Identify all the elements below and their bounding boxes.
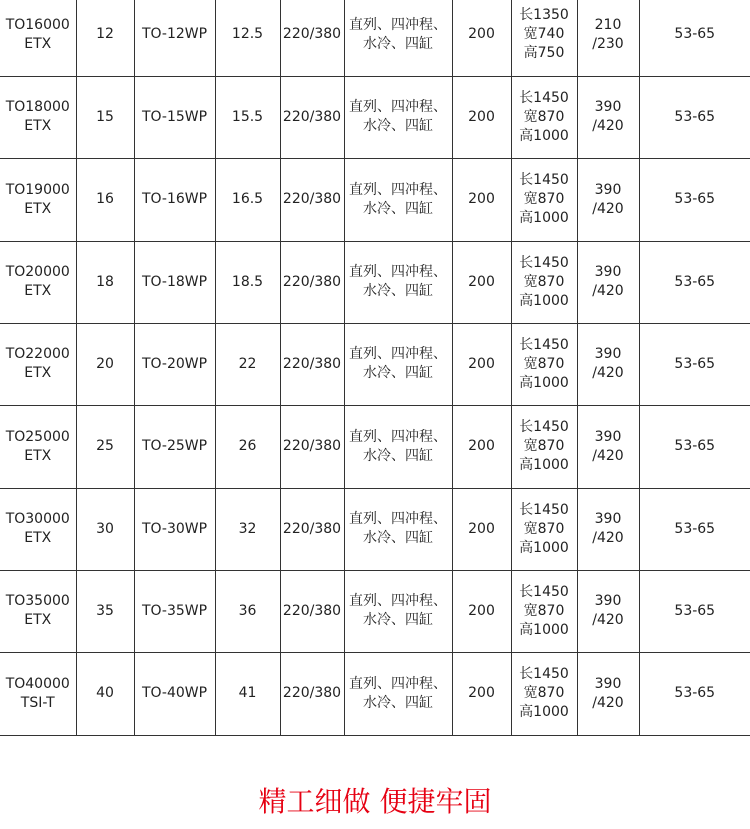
tank-cell: 200: [452, 652, 511, 735]
weight-cell: [577, 570, 639, 652]
dimensions-cell-line: 长1450: [519, 501, 569, 518]
tank-cell: 200: [452, 570, 511, 652]
voltage-cell: 220/380: [280, 241, 344, 323]
unit-model-cell: TO-40WP: [134, 652, 215, 735]
engine-cell-line: 水冷、四缸: [363, 283, 433, 299]
model-cell-line: TO25000: [5, 428, 70, 445]
model-cell-line: ETX: [24, 118, 52, 134]
engine-cell-line: 水冷、四缸: [363, 694, 433, 711]
engine-cell: [344, 323, 452, 405]
model-cell-line: TO19000: [5, 181, 70, 198]
weight-cell-line: 390: [594, 675, 622, 692]
engine-cell: [344, 76, 452, 158]
noise-cell: 53-65: [639, 652, 750, 735]
voltage-cell: 220/380: [280, 488, 344, 570]
model-cell-line: ETX: [24, 200, 52, 217]
noise-cell: 53-65: [639, 158, 750, 241]
capacity-cell: 26: [215, 405, 280, 488]
voltage-cell: 220/380: [280, 323, 344, 405]
dimensions-cell: [511, 0, 577, 76]
unit-model-cell: TO-18WP: [134, 241, 215, 323]
voltage-cell: 220/380: [280, 405, 344, 488]
unit-model-cell: TO-35WP: [134, 570, 215, 652]
capacity-cell: 41: [215, 652, 280, 735]
weight-cell-line: /420: [592, 447, 624, 464]
model-cell: [0, 488, 76, 570]
weight-cell-line: /420: [592, 694, 624, 711]
table-row: [0, 241, 750, 323]
unit-model-cell: TO-25WP: [134, 405, 215, 488]
dimensions-cell: [511, 570, 577, 652]
model-cell-line: TO16000: [5, 16, 70, 33]
model-cell-line: TSI-T: [20, 694, 55, 711]
weight-cell-line: 390: [594, 346, 622, 362]
weight-cell-line: 210: [594, 16, 622, 33]
model-cell: [0, 158, 76, 241]
engine-cell-line: 直列、四冲程、: [349, 99, 447, 115]
table-row: [0, 158, 750, 241]
engine-cell-line: 直列、四冲程、: [349, 511, 447, 527]
weight-cell: [577, 0, 639, 76]
dimensions-cell-line: 长1450: [519, 583, 569, 600]
weight-cell-line: /420: [592, 365, 624, 381]
model-cell-line: ETX: [24, 612, 52, 628]
tank-cell: 200: [452, 0, 511, 76]
dimensions-cell-line: 宽870: [523, 685, 565, 701]
weight-cell-line: 390: [594, 264, 622, 280]
tank-cell: 200: [452, 488, 511, 570]
model-cell-line: TO22000: [5, 346, 70, 362]
engine-cell-line: 水冷、四缸: [363, 35, 433, 52]
dimensions-cell-line: 宽870: [523, 108, 565, 125]
model-cell-line: ETX: [24, 365, 52, 381]
noise-cell: 53-65: [639, 0, 750, 76]
weight-cell-line: 390: [594, 428, 622, 445]
capacity-cell: 16.5: [215, 158, 280, 241]
power-cell: 12: [76, 0, 134, 76]
dimensions-cell-line: 宽870: [523, 355, 565, 372]
model-cell-line: ETX: [24, 530, 52, 546]
engine-cell: [344, 241, 452, 323]
model-cell-line: TO35000: [5, 593, 70, 609]
dimensions-cell: [511, 241, 577, 323]
dimensions-cell: [511, 405, 577, 488]
capacity-cell: 12.5: [215, 0, 280, 76]
dimensions-cell-line: 高1000: [519, 457, 569, 473]
model-cell: [0, 570, 76, 652]
noise-cell: 53-65: [639, 405, 750, 488]
dimensions-cell-line: 高1000: [519, 210, 569, 226]
dimensions-cell: [511, 488, 577, 570]
voltage-cell: 220/380: [280, 76, 344, 158]
voltage-cell: 220/380: [280, 158, 344, 241]
weight-cell-line: /230: [592, 35, 624, 52]
table-row: [0, 652, 750, 735]
dimensions-cell-line: 宽870: [523, 438, 565, 454]
dimensions-cell: [511, 158, 577, 241]
dimensions-cell-line: 长1450: [519, 89, 569, 106]
tank-cell: 200: [452, 76, 511, 158]
unit-model-cell: TO-30WP: [134, 488, 215, 570]
engine-cell: [344, 0, 452, 76]
engine-cell-line: 水冷、四缸: [363, 612, 433, 628]
noise-cell: 53-65: [639, 488, 750, 570]
dimensions-cell: [511, 323, 577, 405]
slogan: 精工细做 便捷牢固: [258, 785, 492, 818]
engine-cell: [344, 488, 452, 570]
dimensions-cell-line: 宽870: [523, 520, 565, 537]
dimensions-cell-line: 长1450: [519, 254, 569, 271]
model-cell-line: TO40000: [5, 675, 70, 692]
unit-model-cell: TO-20WP: [134, 323, 215, 405]
weight-cell-line: /420: [592, 612, 624, 628]
table-row: [0, 570, 750, 652]
engine-cell-line: 直列、四冲程、: [349, 181, 447, 198]
dimensions-cell-line: 长1450: [519, 666, 569, 682]
dimensions-cell-line: 宽870: [523, 602, 565, 619]
weight-cell-line: 390: [594, 593, 622, 609]
engine-cell-line: 直列、四冲程、: [349, 675, 447, 692]
engine-cell-line: 水冷、四缸: [363, 530, 433, 546]
weight-cell-line: /420: [592, 283, 624, 299]
weight-cell: [577, 488, 639, 570]
weight-cell-line: /420: [592, 200, 624, 217]
capacity-cell: 15.5: [215, 76, 280, 158]
engine-cell-line: 水冷、四缸: [363, 447, 433, 464]
engine-cell-line: 直列、四冲程、: [349, 428, 447, 445]
power-cell: 40: [76, 652, 134, 735]
dimensions-cell-line: 高1000: [519, 292, 569, 309]
dimensions-cell-line: 长1450: [519, 419, 569, 435]
table-row: [0, 323, 750, 405]
table-row: [0, 488, 750, 570]
dimensions-cell: [511, 652, 577, 735]
voltage-cell: 220/380: [280, 570, 344, 652]
weight-cell-line: 390: [594, 181, 622, 198]
weight-cell-line: 390: [594, 99, 622, 115]
engine-cell-line: 水冷、四缸: [363, 200, 433, 217]
model-cell-line: TO18000: [5, 99, 70, 115]
table-row: [0, 405, 750, 488]
capacity-cell: 22: [215, 323, 280, 405]
dimensions-cell-line: 高1000: [519, 374, 569, 391]
dimensions-cell-line: 长1450: [519, 172, 569, 188]
engine-cell: [344, 405, 452, 488]
power-cell: 35: [76, 570, 134, 652]
dimensions-cell-line: 高1000: [519, 621, 569, 638]
weight-cell: [577, 76, 639, 158]
capacity-cell: 32: [215, 488, 280, 570]
power-cell: 25: [76, 405, 134, 488]
engine-cell-line: 直列、四冲程、: [349, 346, 447, 362]
weight-cell: [577, 652, 639, 735]
weight-cell: [577, 323, 639, 405]
unit-model-cell: TO-12WP: [134, 0, 215, 76]
dimensions-cell-line: 宽740: [523, 26, 565, 43]
dimensions-cell-line: 高1000: [519, 704, 569, 720]
weight-cell: [577, 241, 639, 323]
model-cell: [0, 323, 76, 405]
power-cell: 18: [76, 241, 134, 323]
engine-cell: [344, 652, 452, 735]
model-cell-line: TO30000: [5, 511, 70, 527]
weight-cell-line: 390: [594, 511, 622, 527]
noise-cell: 53-65: [639, 241, 750, 323]
noise-cell: 53-65: [639, 323, 750, 405]
engine-cell-line: 水冷、四缸: [363, 118, 433, 134]
engine-cell: [344, 570, 452, 652]
weight-cell: [577, 405, 639, 488]
unit-model-cell: TO-16WP: [134, 158, 215, 241]
weight-cell-line: /420: [592, 118, 624, 134]
tank-cell: 200: [452, 405, 511, 488]
engine-cell-line: 直列、四冲程、: [349, 264, 447, 280]
power-cell: 20: [76, 323, 134, 405]
power-cell: 30: [76, 488, 134, 570]
voltage-cell: 220/380: [280, 0, 344, 76]
model-cell-line: ETX: [24, 447, 52, 464]
engine-cell: [344, 158, 452, 241]
model-cell-line: ETX: [24, 35, 52, 52]
model-cell: [0, 241, 76, 323]
engine-cell-line: 水冷、四缸: [363, 365, 433, 381]
dimensions-cell-line: 长1350: [519, 7, 569, 24]
engine-cell-line: 直列、四冲程、: [349, 16, 447, 33]
table-row: [0, 0, 750, 76]
capacity-cell: 18.5: [215, 241, 280, 323]
dimensions-cell-line: 长1450: [519, 336, 569, 353]
unit-model-cell: TO-15WP: [134, 76, 215, 158]
noise-cell: 53-65: [639, 570, 750, 652]
weight-cell-line: /420: [592, 530, 624, 546]
dimensions-cell-line: 高1000: [519, 539, 569, 556]
dimensions-cell-line: 宽870: [523, 273, 565, 290]
model-cell-line: ETX: [24, 283, 52, 299]
tank-cell: 200: [452, 158, 511, 241]
tank-cell: 200: [452, 323, 511, 405]
engine-cell-line: 直列、四冲程、: [349, 593, 447, 609]
power-cell: 16: [76, 158, 134, 241]
model-cell: [0, 76, 76, 158]
dimensions-cell-line: 宽870: [523, 191, 565, 207]
dimensions-cell: [511, 76, 577, 158]
noise-cell: 53-65: [639, 76, 750, 158]
weight-cell: [577, 158, 639, 241]
model-cell: [0, 405, 76, 488]
power-cell: 15: [76, 76, 134, 158]
capacity-cell: 36: [215, 570, 280, 652]
tank-cell: 200: [452, 241, 511, 323]
model-cell: [0, 652, 76, 735]
table-row: [0, 76, 750, 158]
dimensions-cell-line: 高750: [523, 45, 565, 62]
dimensions-cell-line: 高1000: [519, 127, 569, 144]
voltage-cell: 220/380: [280, 652, 344, 735]
model-cell: [0, 0, 76, 76]
model-cell-line: TO20000: [5, 264, 70, 280]
